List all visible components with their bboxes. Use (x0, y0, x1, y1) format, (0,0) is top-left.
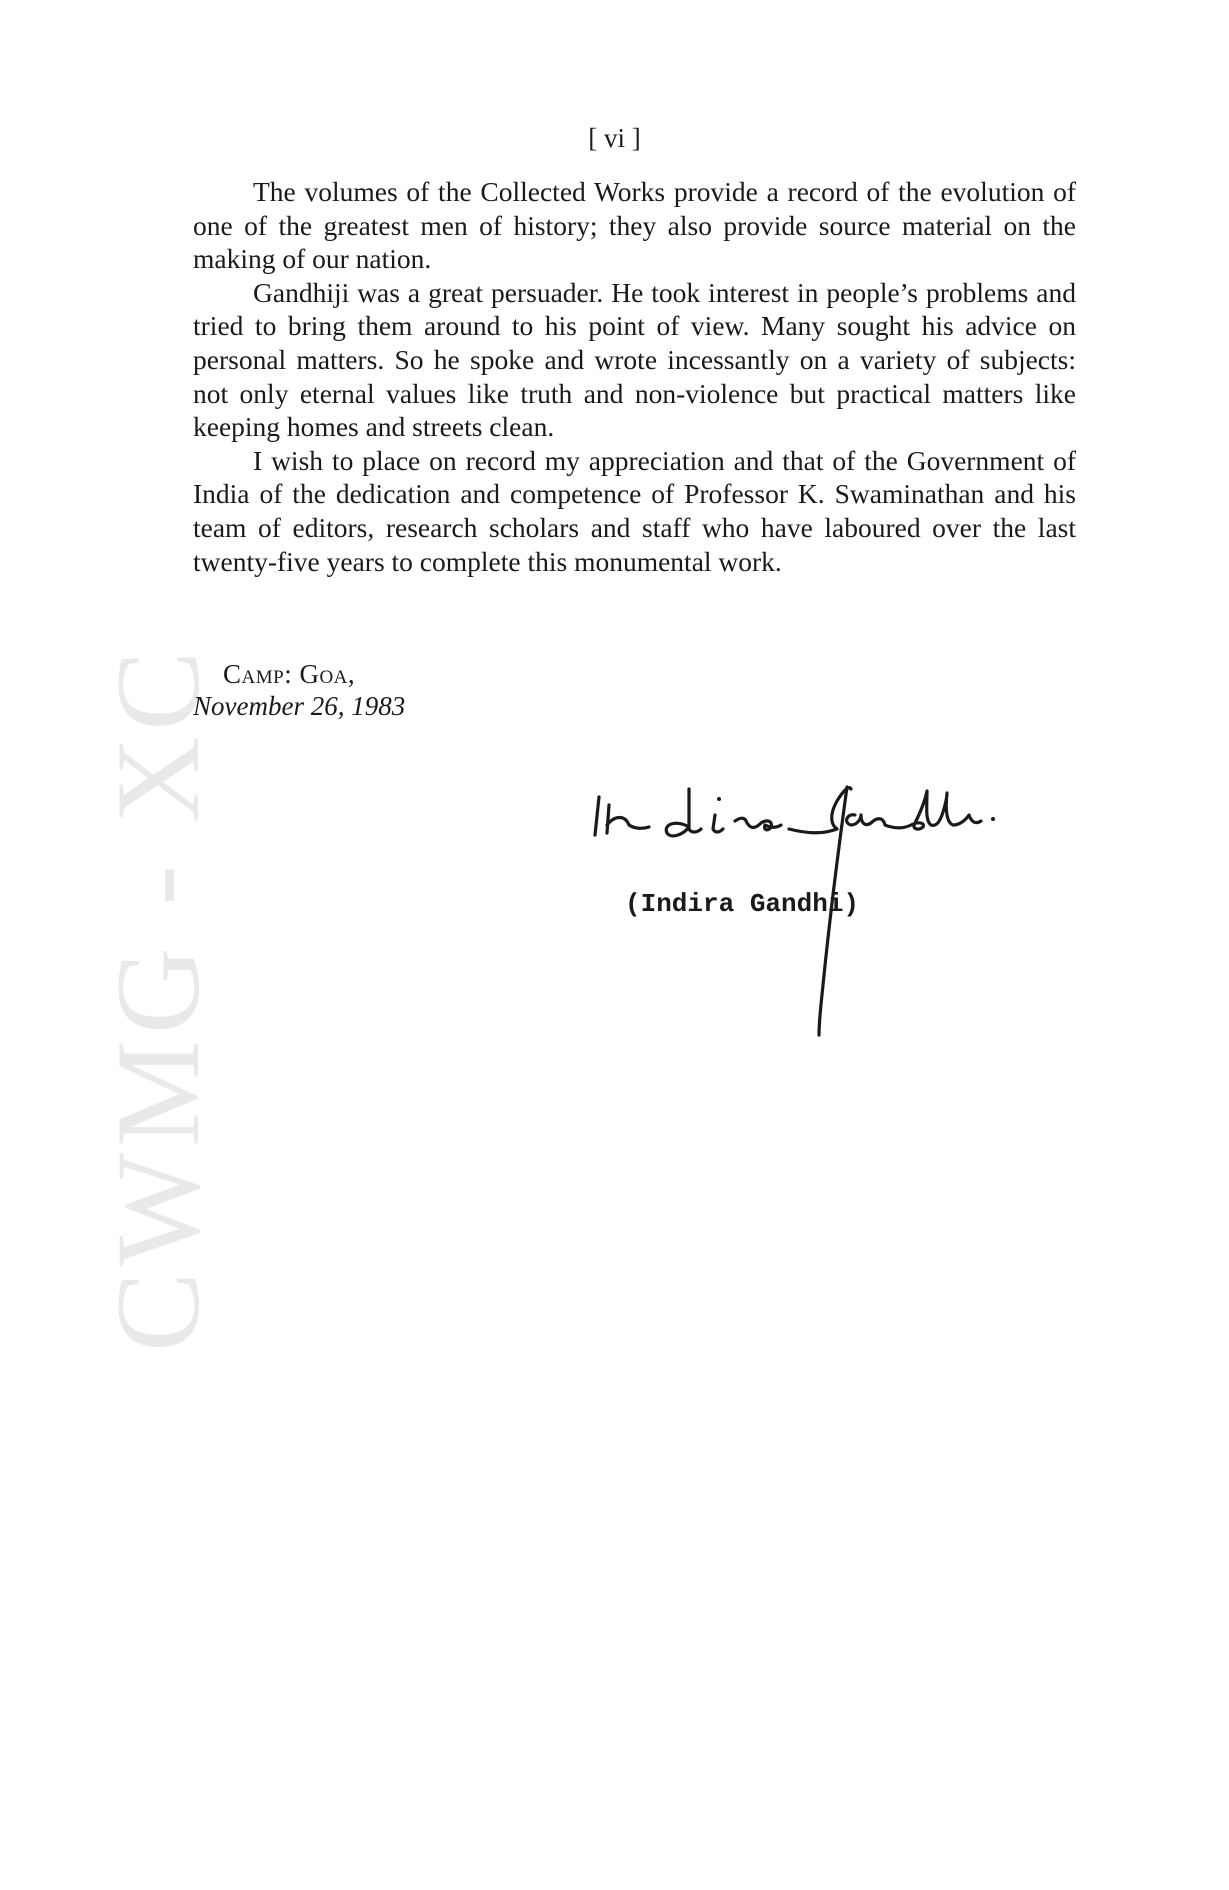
watermark: CWMG - XC (91, 644, 224, 1352)
closing-place: Camp: Goa, (223, 659, 356, 689)
paragraph-3: I wish to place on record my appreciation and that of the Government of India of the dedication and competence of Professor K. Swaminathan and his team of editors, research scholars and staff who have laboured over the last twenty-five years to complete this monumental work. (193, 444, 1076, 577)
paragraph-2: Gandhiji was a great persuader. He took interest in people’s problems and tried to bring them around to his point of view. Many sought his advice on personal matters. So he spoke and wrote incessantly on a variety of subjects: not only eternal values like truth and non-violence but practical matters like keeping homes and streets clean. (193, 276, 1076, 443)
body-text (193, 175, 1076, 578)
paragraph-1: The volumes of the Collected Works provide a record of the evolution of one of the greatest men of history; they also provide source material on the making of our nation. (193, 176, 1076, 275)
page-number: [ vi ] (588, 123, 641, 153)
printed-signature-name: (Indira Gandhi) (625, 889, 860, 919)
closing-date: November 26, 1983 (193, 691, 406, 721)
